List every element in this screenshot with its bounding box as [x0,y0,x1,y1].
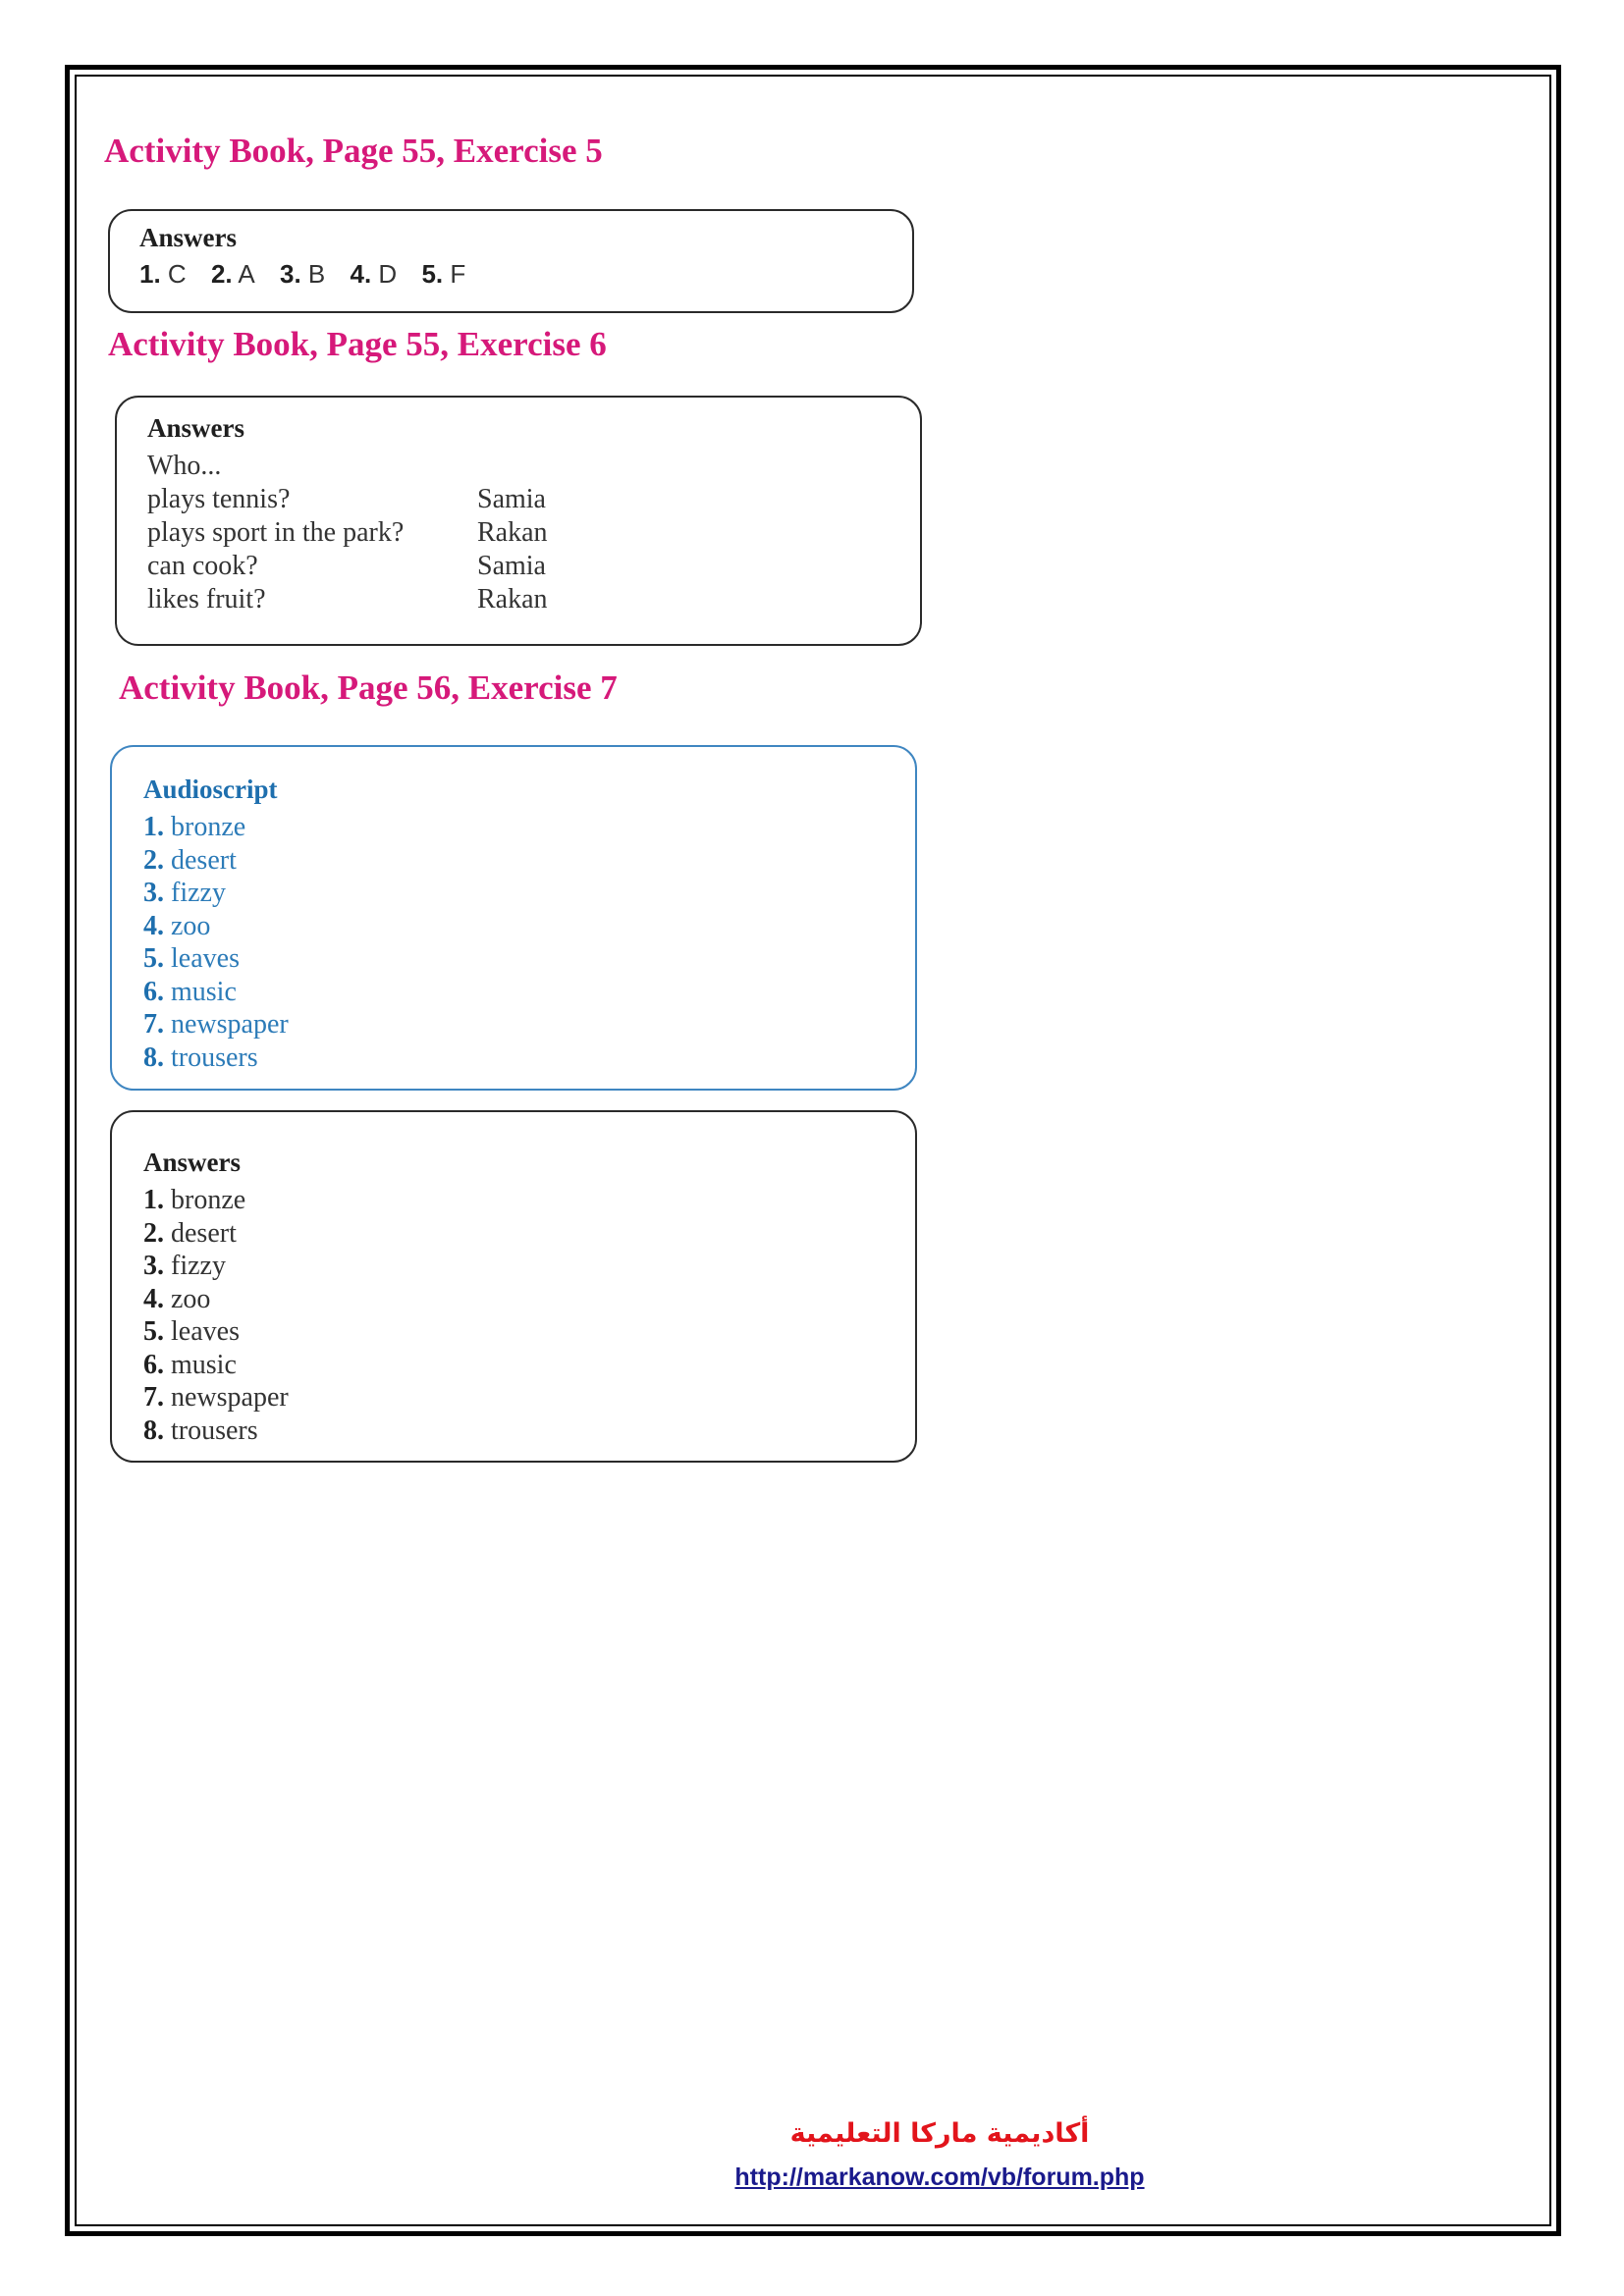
list-item: 6. music [143,1349,237,1380]
list-item: 5. leaves [143,943,240,974]
question-cell: can cook? [147,551,258,581]
answer-item: 3. B [280,259,326,289]
answers-title: Answers [139,223,237,252]
audioscript-title: Audioscript [143,774,278,804]
list-item: 8. trousers [143,1041,258,1073]
table-row [147,583,548,616]
table-row [147,550,548,583]
list-item: 5. leaves [143,1316,240,1347]
answer-cell: Samia [477,551,546,581]
answer-cell: Rakan [477,517,548,548]
answer-item: 5. F [421,259,466,289]
who-table [147,483,548,616]
list-item: 7. newspaper [143,1009,289,1040]
list-item: 2. desert [143,844,237,876]
answer-item: 4. D [350,259,398,289]
list-item: 6. music [143,976,237,1007]
list-item: 1. bronze [143,812,246,842]
answers-title: Answers [143,1148,241,1177]
answers-list [143,1184,915,1447]
list-item: 4. zoo [143,910,211,941]
answer-item: 2. A [210,259,255,289]
question-cell: likes fruit? [147,584,266,614]
table-row [147,483,548,516]
who-intro: Who... [147,451,222,481]
academy-name: أكاديمية ماركا التعليمية [789,2118,1090,2149]
exercise-7-audioscript-box [110,745,917,1091]
exercise-7-heading: Activity Book, Page 56, Exercise 7 [119,668,618,707]
answer-item: 1. C [139,259,187,289]
list-item: 3. fizzy [143,1251,226,1281]
list-item: 8. trousers [143,1415,258,1446]
exercise-6-heading: Activity Book, Page 55, Exercise 6 [108,325,607,363]
list-item: 7. newspaper [143,1382,289,1413]
answer-cell: Rakan [477,584,548,614]
question-cell: plays tennis? [147,484,291,514]
exercise-5-answers-box [108,209,914,313]
audioscript-list [143,811,915,1074]
list-item: 4. zoo [143,1283,211,1314]
exercise-5-heading: Activity Book, Page 55, Exercise 5 [104,132,603,170]
exercise-6-answers-box [115,396,922,646]
forum-link[interactable]: http://markanow.com/vb/forum.php [734,2163,1145,2191]
list-item: 2. desert [143,1217,237,1249]
question-cell: plays sport in the park? [147,517,405,548]
list-item: 3. fizzy [143,878,226,908]
table-row [147,516,548,550]
answer-cell: Samia [477,484,546,514]
answers-title: Answers [147,413,244,443]
list-item: 1. bronze [143,1185,246,1215]
exercise-7-answers-box [110,1110,917,1463]
exercise-5-answer-list [139,259,912,290]
